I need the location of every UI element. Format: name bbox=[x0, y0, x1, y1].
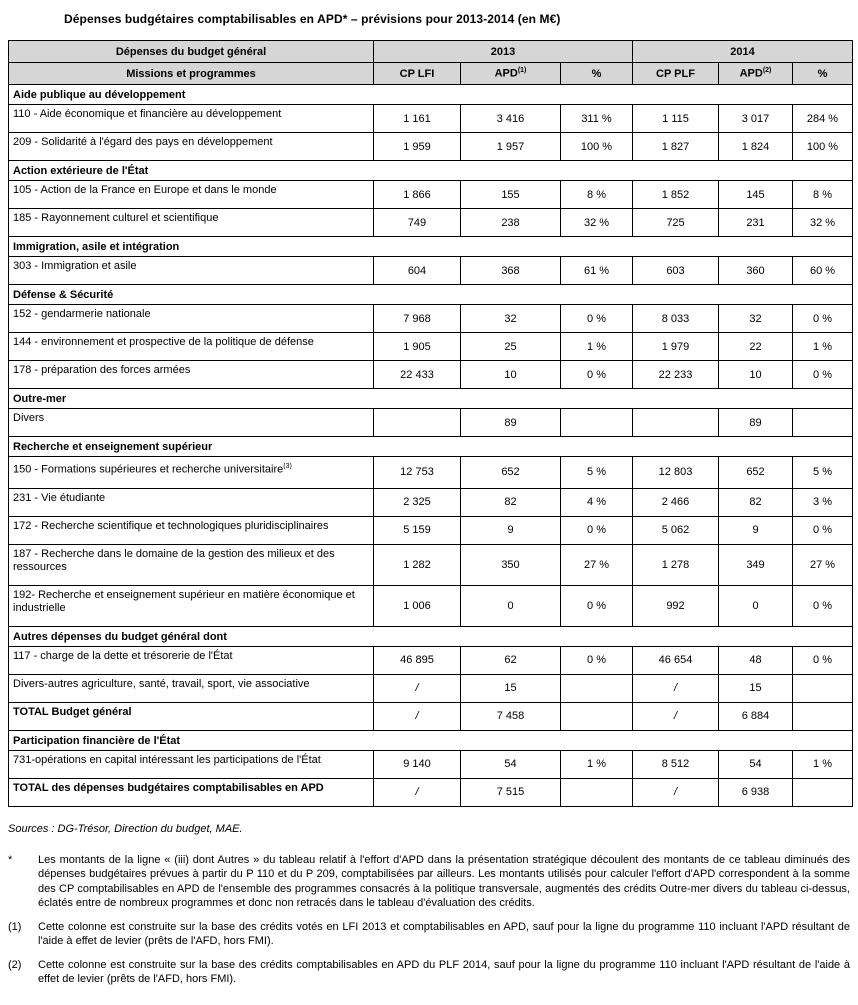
cell-value: 4 % bbox=[561, 488, 633, 516]
row-label: 172 - Recherche scientifique et technologiques pluridisciplinaires bbox=[9, 516, 374, 544]
cell-value: / bbox=[374, 778, 461, 806]
cell-value: 6 884 bbox=[719, 702, 793, 730]
row-label: 185 - Rayonnement culturel et scientifique bbox=[9, 209, 374, 237]
cell-value: 0 % bbox=[561, 585, 633, 626]
cell-value: 749 bbox=[374, 209, 461, 237]
cell-value: 231 bbox=[719, 209, 793, 237]
cell-value: 1 852 bbox=[633, 181, 719, 209]
header-cell-pct-2014: % bbox=[793, 63, 853, 85]
footnote-asterisk bbox=[8, 853, 850, 911]
label-footnote-ref: (3) bbox=[283, 463, 292, 470]
cell-value: 10 bbox=[719, 361, 793, 389]
header-cell-cp-lfi: CP LFI bbox=[374, 63, 461, 85]
cell-value: 60 % bbox=[793, 257, 853, 285]
section-row bbox=[9, 389, 853, 409]
cell-value: 311 % bbox=[561, 105, 633, 133]
header-cell-cp-plf: CP PLF bbox=[633, 63, 719, 85]
cell-value: 725 bbox=[633, 209, 719, 237]
cell-value: / bbox=[374, 702, 461, 730]
cell-value bbox=[561, 674, 633, 702]
cell-value: 350 bbox=[461, 544, 561, 585]
cell-value: 284 % bbox=[793, 105, 853, 133]
cell-value bbox=[561, 778, 633, 806]
apd-footnote-ref-2: (2) bbox=[762, 67, 772, 75]
data-row bbox=[9, 488, 853, 516]
cell-value: 9 bbox=[719, 516, 793, 544]
data-row bbox=[9, 209, 853, 237]
cell-value: 32 % bbox=[561, 209, 633, 237]
cell-value: 1 115 bbox=[633, 105, 719, 133]
cell-value: 8 033 bbox=[633, 305, 719, 333]
cell-value: 82 bbox=[461, 488, 561, 516]
header-cell-budget: Dépenses du budget général bbox=[9, 41, 374, 63]
row-label: 152 - gendarmerie nationale bbox=[9, 305, 374, 333]
section-label: Recherche et enseignement supérieur bbox=[9, 437, 853, 457]
cell-value: 46 654 bbox=[633, 646, 719, 674]
cell-value: 1 278 bbox=[633, 544, 719, 585]
cell-value: 652 bbox=[461, 457, 561, 489]
cell-value: 32 bbox=[461, 305, 561, 333]
data-row bbox=[9, 702, 853, 730]
cell-value: 5 % bbox=[561, 457, 633, 489]
section-label: Défense & Sécurité bbox=[9, 285, 853, 305]
cell-value: 61 % bbox=[561, 257, 633, 285]
section-row bbox=[9, 437, 853, 457]
cell-value: 155 bbox=[461, 181, 561, 209]
cell-value: 5 062 bbox=[633, 516, 719, 544]
cell-value: 22 433 bbox=[374, 361, 461, 389]
row-label: 144 - environnement et prospective de la politique de défense bbox=[9, 333, 374, 361]
data-row bbox=[9, 544, 853, 585]
section-label: Outre-mer bbox=[9, 389, 853, 409]
cell-value: 1 006 bbox=[374, 585, 461, 626]
cell-value: 3 017 bbox=[719, 105, 793, 133]
table-header bbox=[9, 41, 853, 85]
header-cell-missions: Missions et programmes bbox=[9, 63, 374, 85]
cell-value: 82 bbox=[719, 488, 793, 516]
row-label: 178 - préparation des forces armées bbox=[9, 361, 374, 389]
footnote-marker: * bbox=[8, 853, 13, 866]
row-label: 110 - Aide économique et financière au développement bbox=[9, 105, 374, 133]
header-cell-2013: 2013 bbox=[374, 41, 633, 63]
data-row bbox=[9, 181, 853, 209]
data-row bbox=[9, 778, 853, 806]
row-label: Divers bbox=[9, 409, 374, 437]
cell-value: 32 % bbox=[793, 209, 853, 237]
cell-value: / bbox=[633, 778, 719, 806]
cell-value: / bbox=[633, 674, 719, 702]
row-label: TOTAL des dépenses budgétaires comptabilisables en APD bbox=[9, 778, 374, 806]
data-row bbox=[9, 105, 853, 133]
cell-value: 27 % bbox=[561, 544, 633, 585]
row-label: 105 - Action de la France en Europe et dans le monde bbox=[9, 181, 374, 209]
cell-value: 7 968 bbox=[374, 305, 461, 333]
cell-value bbox=[793, 778, 853, 806]
cell-value: 27 % bbox=[793, 544, 853, 585]
footnote-marker: (2) bbox=[8, 958, 22, 971]
cell-value bbox=[793, 702, 853, 730]
section-label: Participation financière de l'État bbox=[9, 730, 853, 750]
data-row bbox=[9, 305, 853, 333]
cell-value: 1 % bbox=[793, 750, 853, 778]
row-label: 209 - Solidarité à l'égard des pays en développement bbox=[9, 133, 374, 161]
footnote-text: Les montants de la ligne « (iii) dont Autres » du tableau relatif à l'effort d'APD dans la présentation stratégique découlent des montants de ce tableau diminués des dépenses budgétaires prévues à partir du P 110 et du P 209, comptabilisées par ailleurs. Les montants utilisés pour calculer l'effort d'APD correspondent à la somme des CP comptabilisables en APD de l'ensemble des programmes consacrés à la politique transversale, augmentés des crédits Outre-mer divers du tableau ci-dessus, éclatés entre de nombreux programmes et donc non retracés dans le tableau d'évaluation des crédits. bbox=[38, 853, 850, 910]
cell-value: 2 466 bbox=[633, 488, 719, 516]
section-label: Aide publique au développement bbox=[9, 85, 853, 105]
row-label: 117 - charge de la dette et trésorerie de l'État bbox=[9, 646, 374, 674]
cell-value: 0 bbox=[719, 585, 793, 626]
cell-value: 145 bbox=[719, 181, 793, 209]
cell-value: 89 bbox=[461, 409, 561, 437]
header-row-years bbox=[9, 41, 853, 63]
footnote-text: Cette colonne est construite sur la base des crédits votés en LFI 2013 et comptabilisables en APD, sauf pour la ligne du programme 110 incluant l'APD résultant de l'aide à effet de levier (prêts de l'AFD, hors FMI). bbox=[38, 920, 850, 948]
sources-line: Sources : DG-Trésor, Direction du budget, MAE. bbox=[8, 822, 243, 835]
cell-value: 8 % bbox=[561, 181, 633, 209]
cell-value: 0 % bbox=[561, 646, 633, 674]
cell-value: 1 866 bbox=[374, 181, 461, 209]
cell-value: 0 % bbox=[561, 516, 633, 544]
data-row bbox=[9, 750, 853, 778]
cell-value: 0 bbox=[461, 585, 561, 626]
cell-value: 62 bbox=[461, 646, 561, 674]
apd-label: APD bbox=[494, 67, 518, 80]
cell-value: 1 979 bbox=[633, 333, 719, 361]
cell-value bbox=[374, 409, 461, 437]
cell-value: 46 895 bbox=[374, 646, 461, 674]
cell-value: 349 bbox=[719, 544, 793, 585]
data-row bbox=[9, 585, 853, 626]
cell-value: / bbox=[633, 702, 719, 730]
data-row bbox=[9, 457, 853, 489]
cell-value: 368 bbox=[461, 257, 561, 285]
section-label: Immigration, asile et intégration bbox=[9, 237, 853, 257]
section-row bbox=[9, 237, 853, 257]
cell-value: 1 824 bbox=[719, 133, 793, 161]
cell-value: 8 % bbox=[793, 181, 853, 209]
cell-value: / bbox=[374, 674, 461, 702]
row-label: Divers-autres agriculture, santé, travail, sport, vie associative bbox=[9, 674, 374, 702]
row-label: 192- Recherche et enseignement supérieur en matière économique et industrielle bbox=[9, 585, 374, 626]
cell-value: 1 % bbox=[561, 333, 633, 361]
section-row bbox=[9, 161, 853, 181]
cell-value: 0 % bbox=[793, 305, 853, 333]
header-cell-apd-2013 bbox=[461, 63, 561, 85]
cell-value: 360 bbox=[719, 257, 793, 285]
cell-value: 15 bbox=[461, 674, 561, 702]
section-row bbox=[9, 85, 853, 105]
cell-value: 54 bbox=[461, 750, 561, 778]
data-row bbox=[9, 333, 853, 361]
data-row bbox=[9, 516, 853, 544]
data-row bbox=[9, 409, 853, 437]
row-label: 231 - Vie étudiante bbox=[9, 488, 374, 516]
cell-value: 0 % bbox=[793, 646, 853, 674]
cell-value: 0 % bbox=[793, 516, 853, 544]
cell-value: 3 416 bbox=[461, 105, 561, 133]
row-label: 187 - Recherche dans le domaine de la gestion des milieux et des ressources bbox=[9, 544, 374, 585]
header-cell-apd-2014 bbox=[719, 63, 793, 85]
cell-value: 1 959 bbox=[374, 133, 461, 161]
cell-value: 0 % bbox=[561, 361, 633, 389]
cell-value: 32 bbox=[719, 305, 793, 333]
cell-value: 22 233 bbox=[633, 361, 719, 389]
cell-value: 8 512 bbox=[633, 750, 719, 778]
cell-value: 1 161 bbox=[374, 105, 461, 133]
cell-value: 0 % bbox=[793, 585, 853, 626]
page-title: Dépenses budgétaires comptabilisables en APD* – prévisions pour 2013-2014 (en M€) bbox=[64, 12, 561, 26]
data-row bbox=[9, 257, 853, 285]
cell-value bbox=[561, 409, 633, 437]
cell-value: 1 282 bbox=[374, 544, 461, 585]
table-body bbox=[9, 85, 853, 807]
cell-value: 603 bbox=[633, 257, 719, 285]
footnote-1 bbox=[8, 920, 850, 949]
cell-value: 48 bbox=[719, 646, 793, 674]
section-label: Action extérieure de l'État bbox=[9, 161, 853, 181]
cell-value bbox=[793, 409, 853, 437]
cell-value: 9 140 bbox=[374, 750, 461, 778]
footnote-text: Cette colonne est construite sur la base des crédits comptabilisables en APD du PLF 2014, sauf pour la ligne du programme 110 incluant l'APD résultant de l'aide à effet de levier (prêts de l'AFD, hors FMI). bbox=[38, 958, 850, 986]
cell-value: 238 bbox=[461, 209, 561, 237]
row-label: 303 - Immigration et asile bbox=[9, 257, 374, 285]
cell-value: 0 % bbox=[793, 361, 853, 389]
cell-value: 5 159 bbox=[374, 516, 461, 544]
footnote-2 bbox=[8, 958, 850, 987]
footnote-marker: (1) bbox=[8, 920, 22, 933]
cell-value: 1 % bbox=[561, 750, 633, 778]
cell-value: 89 bbox=[719, 409, 793, 437]
cell-value: 100 % bbox=[561, 133, 633, 161]
cell-value: 54 bbox=[719, 750, 793, 778]
header-cell-2014: 2014 bbox=[633, 41, 853, 63]
cell-value bbox=[793, 674, 853, 702]
apd-footnote-ref-1: (1) bbox=[517, 67, 527, 75]
apd-label: APD bbox=[739, 67, 763, 80]
cell-value: 12 753 bbox=[374, 457, 461, 489]
section-row bbox=[9, 730, 853, 750]
cell-value: 22 bbox=[719, 333, 793, 361]
cell-value: 604 bbox=[374, 257, 461, 285]
cell-value: 652 bbox=[719, 457, 793, 489]
cell-value: 9 bbox=[461, 516, 561, 544]
cell-value: 100 % bbox=[793, 133, 853, 161]
cell-value: 1 957 bbox=[461, 133, 561, 161]
cell-value: 0 % bbox=[561, 305, 633, 333]
cell-value: 3 % bbox=[793, 488, 853, 516]
data-row bbox=[9, 674, 853, 702]
cell-value bbox=[561, 702, 633, 730]
data-row bbox=[9, 133, 853, 161]
cell-value: 2 325 bbox=[374, 488, 461, 516]
row-label: 150 - Formations supérieures et recherche universitaire$^{(3)}$ bbox=[9, 457, 374, 489]
section-row bbox=[9, 285, 853, 305]
section-label: Autres dépenses du budget général dont bbox=[9, 626, 853, 646]
cell-value: 1 905 bbox=[374, 333, 461, 361]
header-row-columns bbox=[9, 63, 853, 85]
budget-table bbox=[8, 40, 853, 807]
cell-value: 25 bbox=[461, 333, 561, 361]
header-cell-pct-2013: % bbox=[561, 63, 633, 85]
cell-value: 15 bbox=[719, 674, 793, 702]
cell-value: 10 bbox=[461, 361, 561, 389]
cell-value: 6 938 bbox=[719, 778, 793, 806]
cell-value: 1 827 bbox=[633, 133, 719, 161]
cell-value: 7 458 bbox=[461, 702, 561, 730]
section-row bbox=[9, 626, 853, 646]
data-row bbox=[9, 646, 853, 674]
row-label: 731-opérations en capital intéressant les participations de l'État bbox=[9, 750, 374, 778]
cell-value: 1 % bbox=[793, 333, 853, 361]
row-label: TOTAL Budget général bbox=[9, 702, 374, 730]
cell-value: 12 803 bbox=[633, 457, 719, 489]
cell-value: 992 bbox=[633, 585, 719, 626]
cell-value: 5 % bbox=[793, 457, 853, 489]
data-row bbox=[9, 361, 853, 389]
cell-value bbox=[633, 409, 719, 437]
cell-value: 7 515 bbox=[461, 778, 561, 806]
